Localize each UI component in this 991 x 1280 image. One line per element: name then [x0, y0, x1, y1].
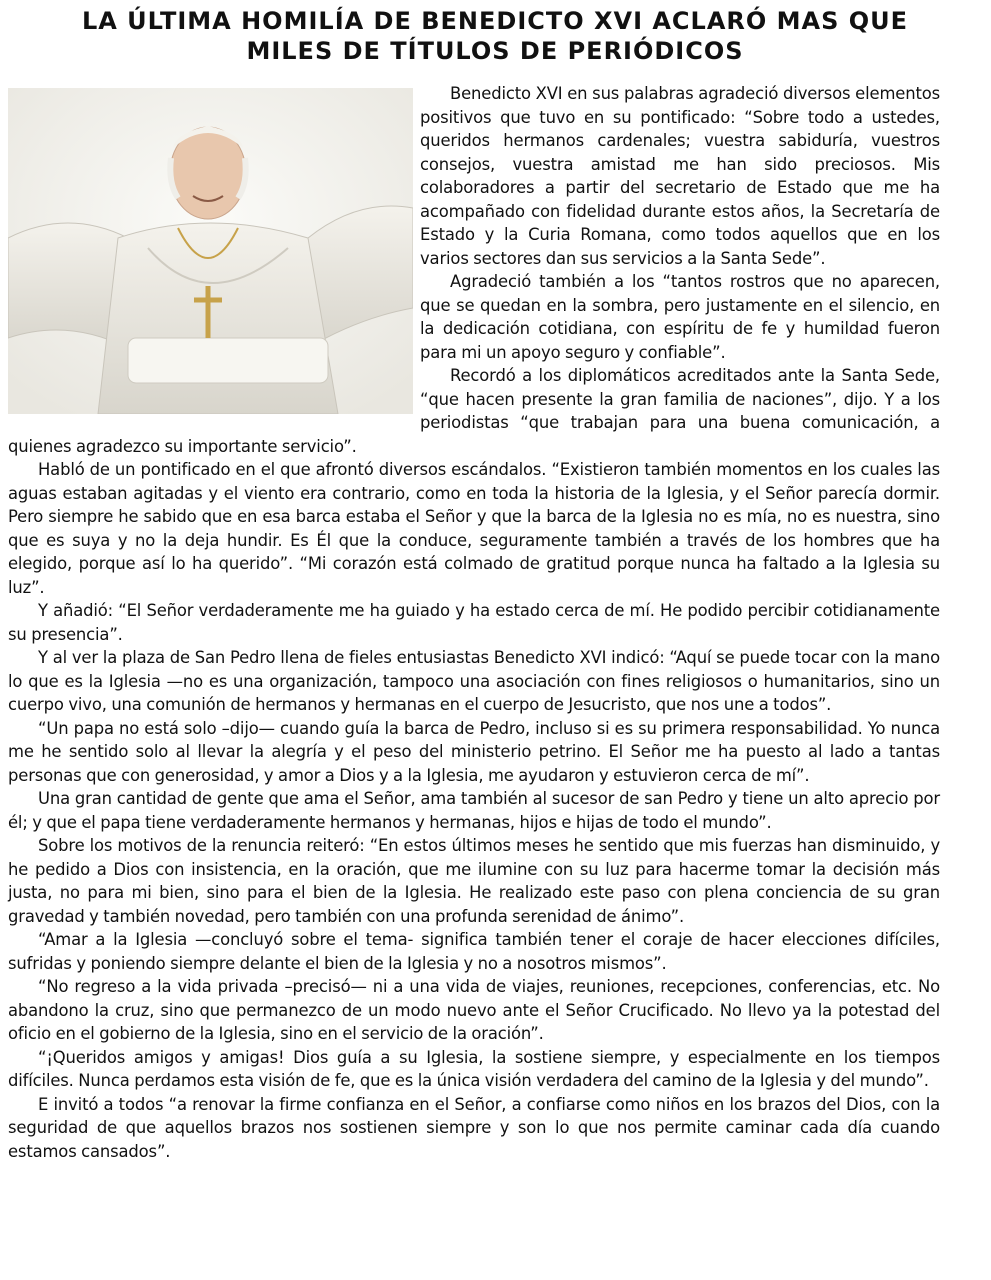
paragraph-2: Agradeció también a los “tantos rostros que no aparecen, que se quedan en la sombra, pero justamente en el silencio, en la dedicación cotidiana, con espíritu de fe y humildad fueron para mi un apoyo seguro y confiable”. [420, 272, 940, 362]
paragraph-8: Una gran cantidad de gente que ama el Señor, ama también al sucesor de san Pedro y tiene un alto aprecio por él; y que el papa tiene verdaderamente hermanos y hermanas, hijos e hijas de todo el mundo”. [8, 789, 940, 832]
paragraph-1: Benedicto XVI en sus palabras agradeció diversos elementos positivos que tuvo en su pontificado: “Sobre todo a ustedes, queridos hermanos cardenales; vuestra sabiduría, vuestros consejos, vuestra amistad me han sido preciosos. Mis colaboradores a partir del secretario de Estado que me ha acompañado con fidelidad durante estos años, la Secretaría de Estado y la Curia Romana, como todos aquellos que en los varios sectores dan sus servicios a la Santa Sede”. [420, 84, 940, 268]
article-body [8, 82, 940, 1163]
paragraph-11: “No regreso a la vida privada –precisó— ni a una vida de viajes, reuniones, recepciones, conferencias, etc. No abandono la cruz, sino que permanezco de un modo nuevo ante el Señor Crucificado. No llevo ya la potestad del oficio en el gobierno de la Iglesia, sino en el servicio de la oración”. [8, 977, 940, 1043]
paragraph-4: Habló de un pontificado en el que afrontó diversos escándalos. “Existieron también momentos en los cuales las aguas estaban agitadas y el viento era contrario, como en toda la historia de la Iglesia, y el Señor parecía dormir. Pero siempre he sabido que en esa barca estaba el Señor y que la barca de la Iglesia no es mía, no es nuestra, sino que es suya y no la deja hundir. Es Él que la conduce, seguramente también a través de los hombres que ha elegido, porque así lo ha querido”. “Mi corazón está colmado de gratitud porque nunca ha faltado a la Iglesia su luz”. [8, 460, 940, 597]
photo-space [8, 82, 420, 414]
paragraph-5: Y añadió: “El Señor verdaderamente me ha guiado y ha estado cerca de mí. He podido percibir cotidianamente su presencia”. [8, 601, 940, 644]
paragraph-7: “Un papa no está solo –dijo— cuando guía la barca de Pedro, incluso si es su primera responsabilidad. Yo nunca me he sentido solo al llevar la alegría y el peso del ministerio petrino. El Señor me ha puesto al lado a tantas personas que con generosidad, y amor a Dios y a la Iglesia, me ayudaron y estuvieron cerca de mí”. [8, 718, 940, 785]
paragraph-12: “¡Queridos amigos y amigas! Dios guía a su Iglesia, la sostiene siempre, y especialmente en los tiempos difíciles. Nunca perdamos esta visión de fe, que es la única visión verdadera del camino de la Iglesia y del mundo”. [8, 1047, 940, 1090]
paragraph-6: Y al ver la plaza de San Pedro llena de fieles entusiastas Benedicto XVI indicó: “Aquí se puede tocar con la mano lo que es la Iglesia —no es una organización, tampoco una asociación con fines religiosos o humanitarios, sino un cuerpo vivo, una comunión de hermanos y hermanas en el cuerpo de Jesucristo, que nos une a todos”. [8, 648, 940, 714]
headline-line-1: LA ÚLTIMA HOMILÍA DE BENEDICTO XVI ACLARÓ MAS QUE [81, 7, 909, 35]
paragraph-9: Sobre los motivos de la renuncia reiteró: “En estos últimos meses he sentido que mis fuerzas han disminuido, y he pedido a Dios con insistencia, en la oración, que me ilumine con su luz para hacerme tomar la decisión más justa, no para mi bien, sino para el bien de la Iglesia. He realizado este paso con plena conciencia de su gran gravedad y también novedad, pero también con una profunda serenidad de ánimo”. [8, 836, 940, 926]
paragraph-3: Recordó a los diplomáticos acreditados ante la Santa Sede, “que hacen presente la gran familia de naciones”, dijo. Y a los periodistas “que trabajan para una buena comunicación, a quienes agradezco su importante servicio”. [8, 366, 940, 456]
paragraph-10: “Amar a la Iglesia —concluyó sobre el tema- significa también tener el coraje de hacer elecciones difíciles, sufridas y poniendo siempre delante el bien de la Iglesia y no a nosotros mismos”. [8, 930, 940, 973]
headline [20, 6, 970, 66]
headline-line-2: MILES DE TÍTULOS DE PERIÓDICOS [246, 37, 744, 65]
paragraph-13: E invitó a todos “a renovar la firme confianza en el Señor, a confiarse como niños en los brazos del Dios, con la seguridad de que aquellos brazos nos sostienen siempre y son lo que nos permite caminar cada día cuando estamos cansados”. [8, 1094, 940, 1161]
